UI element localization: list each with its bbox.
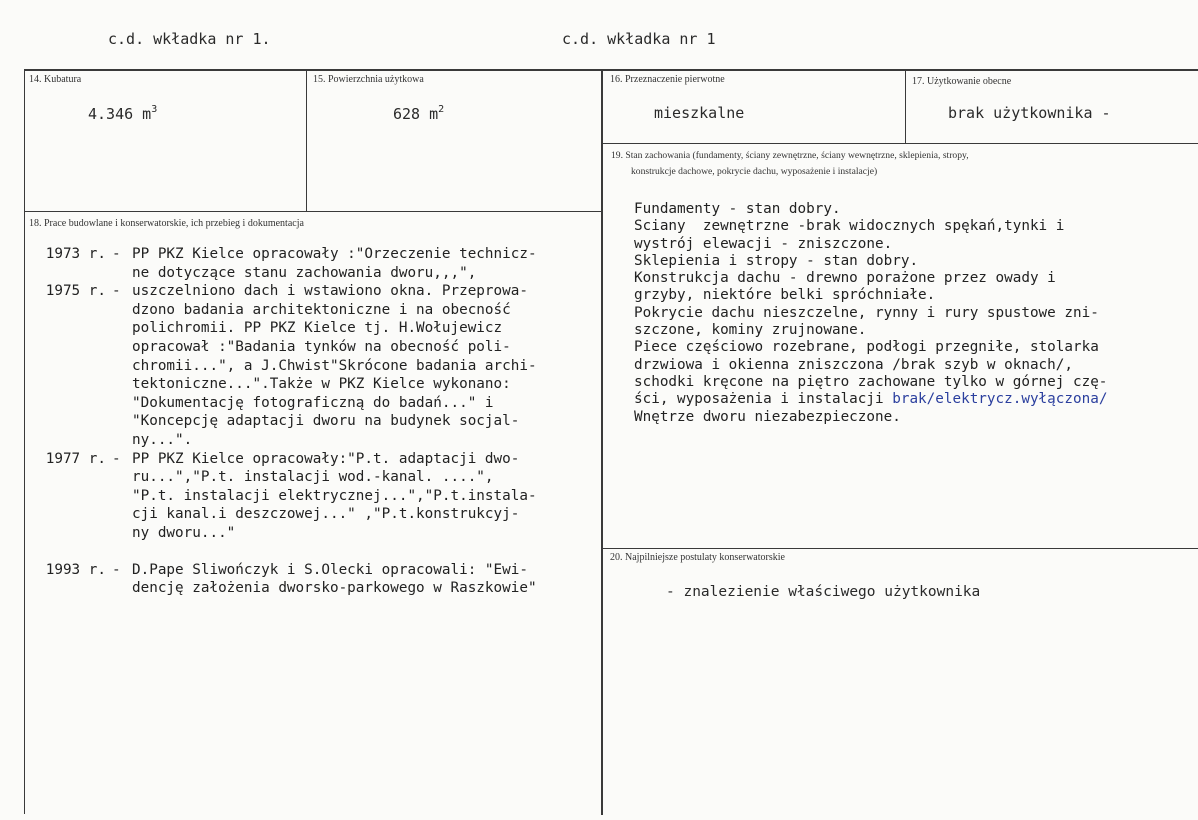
history-line: D.Pape Sliwończyk i S.Olecki opracowali: "Ewi- [132, 561, 528, 578]
history-line: "Dokumentację fotograficzną do badań..." i [132, 394, 494, 411]
history-dash: - [112, 450, 121, 467]
history-year: 1973 r. [45, 246, 106, 262]
history-line: PP PKZ Kielce opracowały :"Orzeczenie technicz- [132, 246, 537, 262]
table-top-border [24, 69, 1198, 71]
state-line-text: ści, wyposażenia i instalacji [634, 391, 884, 408]
history-year: 1975 r. [45, 283, 106, 300]
divider-14-15 [306, 71, 307, 211]
history-line: cji kanal.i deszczowej..." ,"P.t.konstrukcyj- [132, 506, 520, 523]
uzytkowanie-value: brak użytkownika - [948, 104, 1111, 122]
history-dash: - [112, 246, 121, 262]
prace-label: 18. Prace budowlane i konserwatorskie, ich przebieg i dokumentacja [29, 218, 304, 229]
kubatura-value: 4.346 $m^3$ [88, 104, 158, 123]
state-description [634, 201, 1107, 426]
state-line: drzwiowa i okienna zniszczona /brak szyb w oknach/, [634, 356, 1073, 373]
state-line: wystrój elewacji - zniszczone. [634, 235, 893, 252]
state-line: Sciany zewnętrzne -brak widocznych spękań,tynki i [634, 218, 1065, 235]
history-entry [28, 450, 537, 543]
history-line: ne dotyczące stanu zachowania dworu,,,", [132, 264, 477, 281]
history-year: 1993 r. [45, 561, 106, 578]
history-entry [28, 282, 537, 449]
history-entry [28, 245, 537, 282]
stan-label-line1: 19. Stan zachowania (fundamenty, ściany zewnętrzne, ściany wewnętrzne, sklepienia, stropy, [611, 150, 969, 161]
state-line: grzyby, niektóre belki spróchniałe. [634, 287, 936, 304]
table-left-border [24, 69, 25, 814]
history-dash: - [112, 561, 121, 578]
history-line: chromii...", a J.Chwist"Skrócone badania archi- [132, 357, 537, 374]
history-line: dencję założenia dworsko-parkowego w Raszkowie" [132, 580, 537, 597]
divider-16-17 [905, 71, 906, 143]
history-line: opracował :"Badania tynków na obecność poli- [132, 338, 511, 355]
center-divider [601, 71, 603, 815]
state-line: Wnętrze dworu niezabezpieczone. [634, 408, 901, 425]
przeznaczenie-value: mieszkalne [654, 104, 745, 122]
history-line: uszczelniono dach i wstawiono okna. Przeprowa- [132, 283, 528, 300]
history-dash: - [112, 283, 121, 300]
header-left: c.d. wkładka nr 1. [108, 30, 271, 48]
history-line: dzono badania architektoniczne i na obecność [132, 301, 511, 318]
state-line: szczone, kominy zrujnowane. [634, 322, 867, 339]
state-line: Sklepienia i stropy - stan dobry. [634, 252, 919, 269]
history-line: PP PKZ Kielce opracowały:"P.t. adaptacji dwo- [132, 450, 520, 467]
state-line: Konstrukcja dachu - drewno porażone przez owady i [634, 270, 1056, 287]
state-line: Fundamenty - stan dobry. [634, 201, 841, 217]
state-annotation: brak/elektrycz.wyłączona/ [892, 391, 1108, 408]
state-line: Piece częściowo rozebrane, podłogi przegniłe, stolarka [634, 339, 1099, 356]
history-line: "P.t. instalacji elektrycznej...","P.t.instala- [132, 487, 537, 504]
history-line: "Koncepcję adaptacji dworu na budynek socjal- [132, 413, 520, 430]
state-line: Pokrycie dachu nieszczelne, rynny i rury spustowe zni- [634, 304, 1099, 321]
divider-above-19 [603, 143, 1198, 144]
uzytkowanie-label: 17. Użytkowanie obecne [912, 76, 1012, 87]
divider-above-18 [24, 211, 602, 212]
history-line: ny dworu..." [132, 524, 236, 541]
history-line: ny...". [132, 431, 193, 448]
stan-label-line2: konstrukcje dachowe, pokrycie dachu, wyposażenie i instalacje) [631, 166, 878, 177]
powierzchnia-value: 628 $m^2$ [393, 104, 445, 123]
kubatura-label: 14. Kubatura [29, 74, 82, 85]
history-line: tektoniczne...".Także w PKZ Kielce wykonano: [132, 376, 511, 393]
powierzchnia-label: 15. Powierzchnia użytkowa [313, 74, 424, 85]
postulaty-value: - znalezienie właściwego użytkownika [666, 584, 981, 600]
history-line: polichromii. PP PKZ Kielce tj. H.Wołujewicz [132, 320, 503, 337]
history-entry [28, 561, 537, 598]
history-list [28, 245, 537, 598]
przeznaczenie-label: 16. Przeznaczenie pierwotne [610, 74, 725, 85]
state-line [634, 391, 1107, 408]
header-right: c.d. wkładka nr 1 [562, 30, 716, 48]
history-year: 1977 r. [45, 450, 106, 467]
history-line: ru...","P.t. instalacji wod.-kanal. ....", [132, 469, 494, 486]
divider-above-20 [603, 548, 1198, 549]
state-line: schodki kręcone na piętro zachowane tylko w górnej czę- [634, 373, 1108, 390]
postulaty-label: 20. Najpilniejsze postulaty konserwatorskie [610, 552, 785, 563]
